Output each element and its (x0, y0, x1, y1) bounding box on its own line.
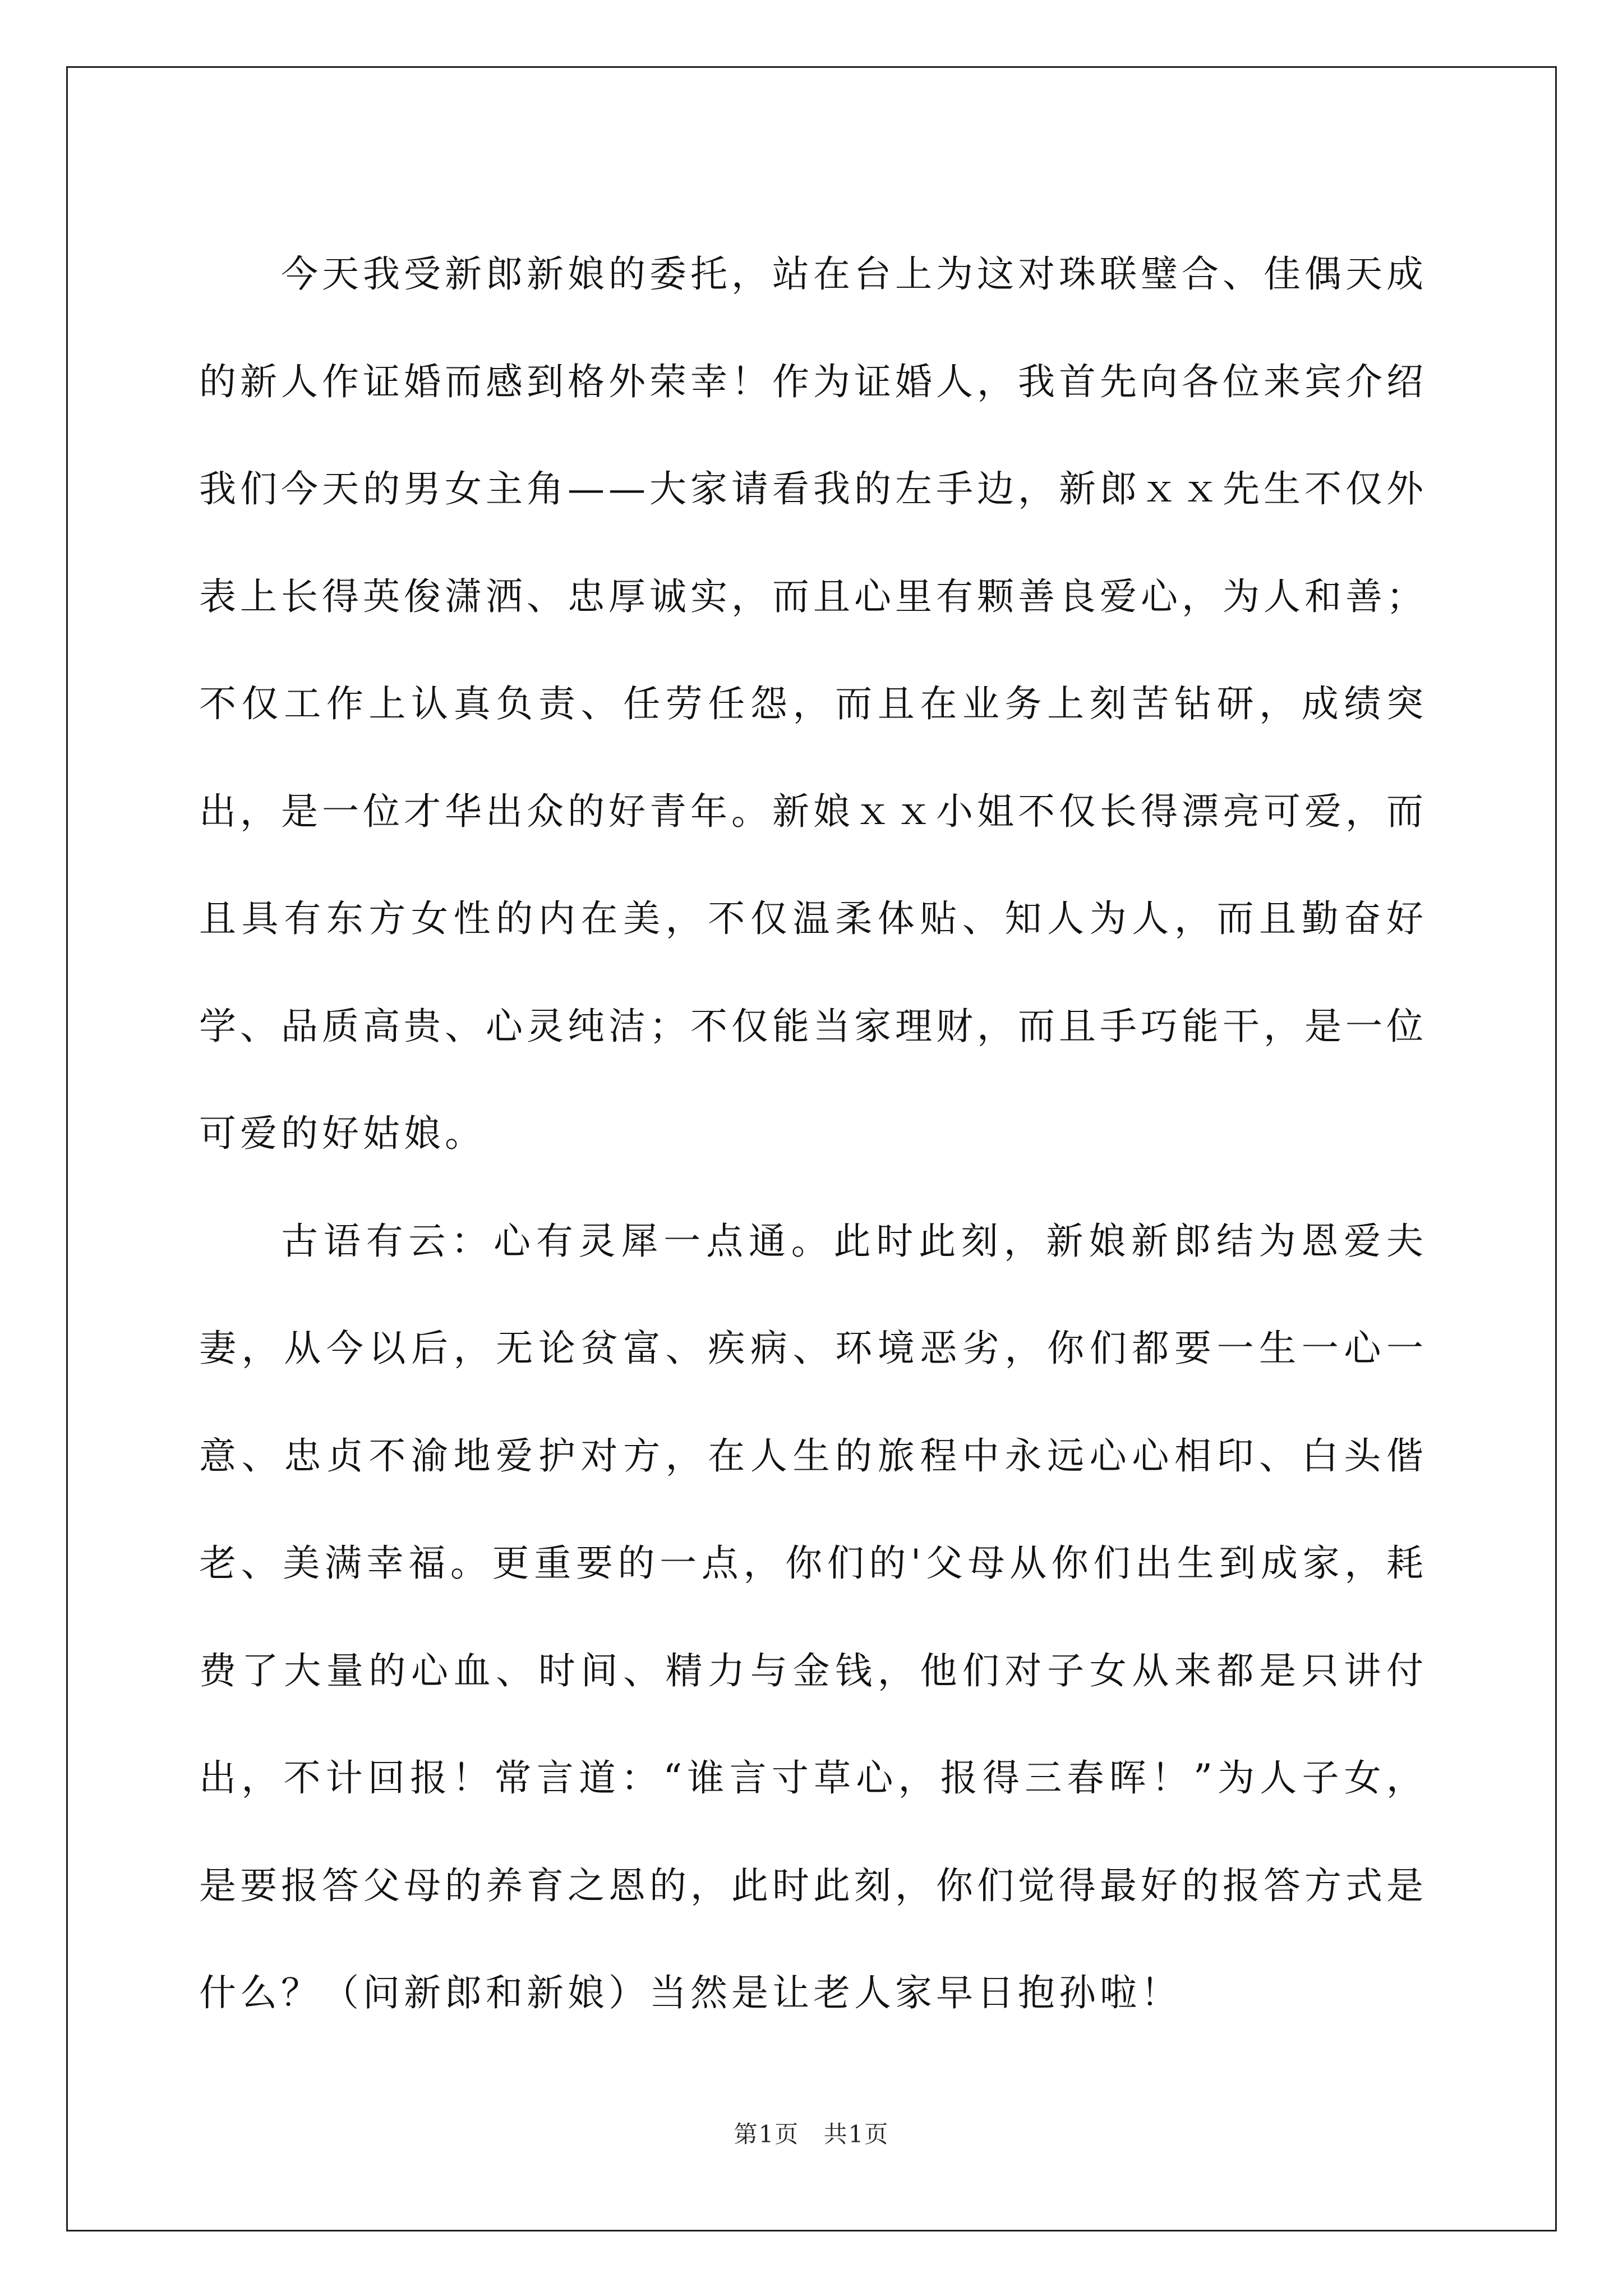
document-body (199, 220, 1427, 2047)
page-total: 共1页 (823, 2120, 889, 2148)
paragraph: 今天我受新郎新娘的委托，站在台上为这对珠联璧合、佳偶天成的新人作证婚而感到格外荣幸！作为证婚人，我首先向各位来宾介绍我们今天的男女主角——大家请看我的左手边，新郎ｘｘ先生不仅外表上长得英俊潇洒、忠厚诚实，而且心里有颗善良爱心，为人和善；不仅工作上认真负责、任劳任怨，而且在业务上刻苦钻研，成绩突出，是一位才华出众的好青年。新娘ｘｘ小姐不仅长得漂亮可爱，而且具有东方女性的内在美，不仅温柔体贴、知人为人，而且勤奋好学、品质高贵、心灵纯洁；不仅能当家理财，而且手巧能干，是一位可爱的好姑娘。 (199, 252, 1427, 1155)
page-number: 第1页 (734, 2120, 800, 2148)
page-footer (0, 2116, 1623, 2150)
paragraph: 古语有云：心有灵犀一点通。此时此刻，新娘新郎结为恩爱夫妻，从今以后，无论贫富、疾病、环境恶劣，你们都要一生一心一意、忠贞不渝地爱护对方，在人生的旅程中永远心心相印、白头偕老、美满幸福。更重要的一点，你们的'父母从你们出生到成家，耗费了大量的心血、时间、精力与金钱，他们对子女从来都是只讲付出，不计回报！常言道：“谁言寸草心，报得三春晖！”为人子女，是要报答父母的养育之恩的，此时此刻，你们觉得最好的报答方式是什么？（问新郎和新娘）当然是让老人家早日抱孙啦！ (199, 1219, 1427, 2014)
